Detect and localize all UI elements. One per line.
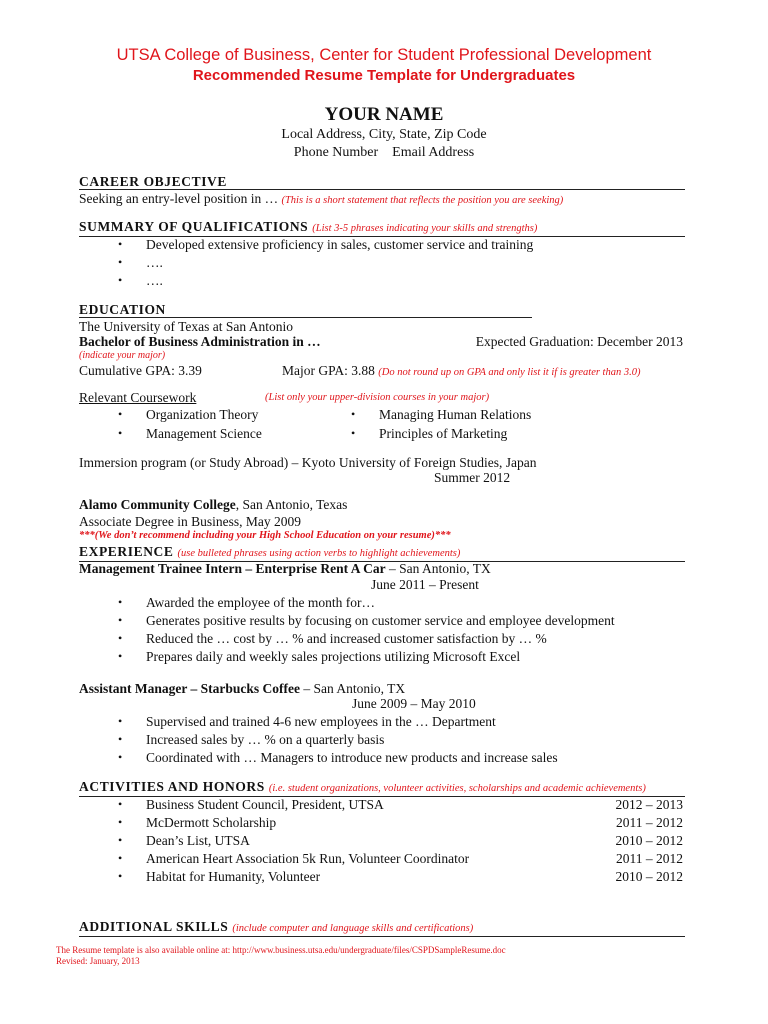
section-career-objective	[79, 174, 685, 190]
career-note: (This is a short statement that reflects the position you are seeking)	[281, 195, 564, 206]
bullet-icon: •	[118, 237, 123, 251]
education-cc-degree: Associate Degree in Business, May 2009	[79, 514, 301, 529]
activity-text: McDermott Scholarship	[146, 815, 277, 830]
list-item-text: Generates positive results by focusing on customer service and employee development	[146, 613, 615, 628]
section-education	[79, 302, 532, 318]
job-title-line	[79, 681, 405, 697]
section-title: EDUCATION	[79, 302, 166, 317]
list-item-text: Awarded the employee of the month for…	[146, 595, 375, 610]
section-title: ACTIVITIES AND HONORS	[79, 779, 265, 794]
activity-text: Habitat for Humanity, Volunteer	[146, 869, 321, 884]
course-text: Management Science	[146, 426, 262, 441]
education-hs-note: ***(We don’t recommend including your High School Education on your resume)***	[79, 530, 451, 541]
section-experience	[79, 544, 685, 562]
cc-location: , San Antonio, Texas	[235, 497, 348, 512]
job-dates: June 2011 – Present	[371, 577, 479, 592]
bullet-icon: •	[118, 407, 123, 421]
gpa-note: (Do not round up on GPA and only list it if is greater than 3.0)	[378, 367, 641, 378]
activity-text: Dean’s List, UTSA	[146, 833, 250, 848]
section-note: (List 3-5 phrases indicating your skills and strengths)	[312, 223, 538, 234]
footer-revised: Revised: January, 2013	[56, 956, 140, 966]
section-activities	[79, 779, 685, 797]
job-title-line	[79, 561, 491, 577]
job-location: – San Antonio, TX	[300, 681, 406, 696]
activity-years: 2011 – 2012	[616, 851, 683, 866]
course-text: Managing Human Relations	[379, 407, 532, 422]
bullet-icon: •	[118, 750, 123, 764]
job-location: – San Antonio, TX	[385, 561, 491, 576]
job-role: Assistant Manager – Starbucks Coffee	[79, 681, 300, 696]
activity-text: Business Student Council, President, UTSA	[146, 797, 384, 812]
list-item-text: Developed extensive proficiency in sales, customer service and training	[146, 237, 534, 252]
list-item-text: Prepares daily and weekly sales projections utilizing Microsoft Excel	[146, 649, 521, 664]
activity-text: American Heart Association 5k Run, Volunteer Coordinator	[146, 851, 470, 866]
banner-title: UTSA College of Business, Center for Student Professional Development	[116, 46, 652, 64]
education-school: The University of Texas at San Antonio	[79, 319, 294, 334]
list-item-text: Increased sales by … % on a quarterly basis	[146, 732, 385, 747]
job-role: Management Trainee Intern – Enterprise Rent A Car	[79, 561, 386, 576]
section-note: (include computer and language skills and certifications)	[232, 923, 474, 934]
job-dates: June 2009 – May 2010	[352, 696, 476, 711]
major-gpa-value: Major GPA: 3.88	[282, 363, 375, 378]
coursework-note: (List only your upper-division courses in your major)	[265, 392, 490, 403]
section-title: CAREER OBJECTIVE	[79, 174, 228, 189]
resume-name: YOUR NAME	[324, 104, 444, 125]
activity-years: 2012 – 2013	[615, 797, 683, 812]
cc-name: Alamo Community College	[79, 497, 236, 512]
section-additional-skills	[79, 919, 685, 937]
section-note: (i.e. student organizations, volunteer activities, scholarships and academic achievements)	[268, 783, 646, 794]
bullet-icon: •	[118, 714, 123, 728]
education-community-college	[79, 497, 347, 513]
resume-contact: Phone Number Email Address	[293, 145, 475, 160]
section-title: EXPERIENCE	[79, 544, 174, 559]
education-cumulative-gpa: Cumulative GPA: 3.39	[79, 363, 202, 378]
bullet-icon: •	[118, 255, 123, 269]
footer-template-url: The Resume template is also available online at: http://www.business.utsa.edu/undergraduate/files/CSPDSampleResume.doc	[56, 945, 506, 955]
course-text: Principles of Marketing	[379, 426, 508, 441]
bullet-icon: •	[118, 851, 123, 865]
bullet-icon: •	[118, 631, 123, 645]
section-note: (use bulleted phrases using action verbs to highlight achievements)	[177, 548, 461, 559]
bullet-icon: •	[118, 732, 123, 746]
bullet-icon: •	[118, 815, 123, 829]
bullet-icon: •	[351, 407, 356, 421]
education-major-gpa	[282, 363, 640, 379]
resume-address: Local Address, City, State, Zip Code	[281, 127, 487, 142]
section-summary	[79, 219, 685, 237]
list-item-text: ….	[146, 255, 163, 270]
activity-years: 2011 – 2012	[616, 815, 683, 830]
bullet-icon: •	[351, 426, 356, 440]
bullet-icon: •	[118, 869, 123, 883]
coursework-label: Relevant Coursework	[79, 390, 197, 405]
bullet-icon: •	[118, 595, 123, 609]
course-text: Organization Theory	[146, 407, 259, 422]
list-item-text: Coordinated with … Managers to introduce new products and increase sales	[146, 750, 558, 765]
bullet-icon: •	[118, 797, 123, 811]
list-item-text: Reduced the … cost by … % and increased customer satisfaction by … %	[146, 631, 547, 646]
section-title: ADDITIONAL SKILLS	[79, 919, 229, 934]
education-graduation: Expected Graduation: December 2013	[475, 334, 683, 349]
education-immersion-date: Summer 2012	[434, 470, 511, 485]
bullet-icon: •	[118, 613, 123, 627]
education-immersion: Immersion program (or Study Abroad) – Kyoto University of Foreign Studies, Japan	[79, 455, 537, 470]
bullet-icon: •	[118, 649, 123, 663]
bullet-icon: •	[118, 833, 123, 847]
banner-subtitle: Recommended Resume Template for Undergraduates	[192, 67, 576, 84]
list-item-text: Supervised and trained 4-6 new employees in the … Department	[146, 714, 496, 729]
bullet-icon: •	[118, 273, 123, 287]
bullet-icon: •	[118, 426, 123, 440]
career-objective-text	[79, 191, 563, 207]
activity-years: 2010 – 2012	[615, 833, 683, 848]
section-title: SUMMARY OF QUALIFICATIONS	[79, 219, 309, 234]
education-major-note: (indicate your major)	[79, 350, 166, 361]
education-degree: Bachelor of Business Administration in …	[79, 334, 321, 349]
activity-years: 2010 – 2012	[615, 869, 683, 884]
list-item-text: ….	[146, 273, 163, 288]
career-text: Seeking an entry-level position in …	[79, 191, 279, 206]
